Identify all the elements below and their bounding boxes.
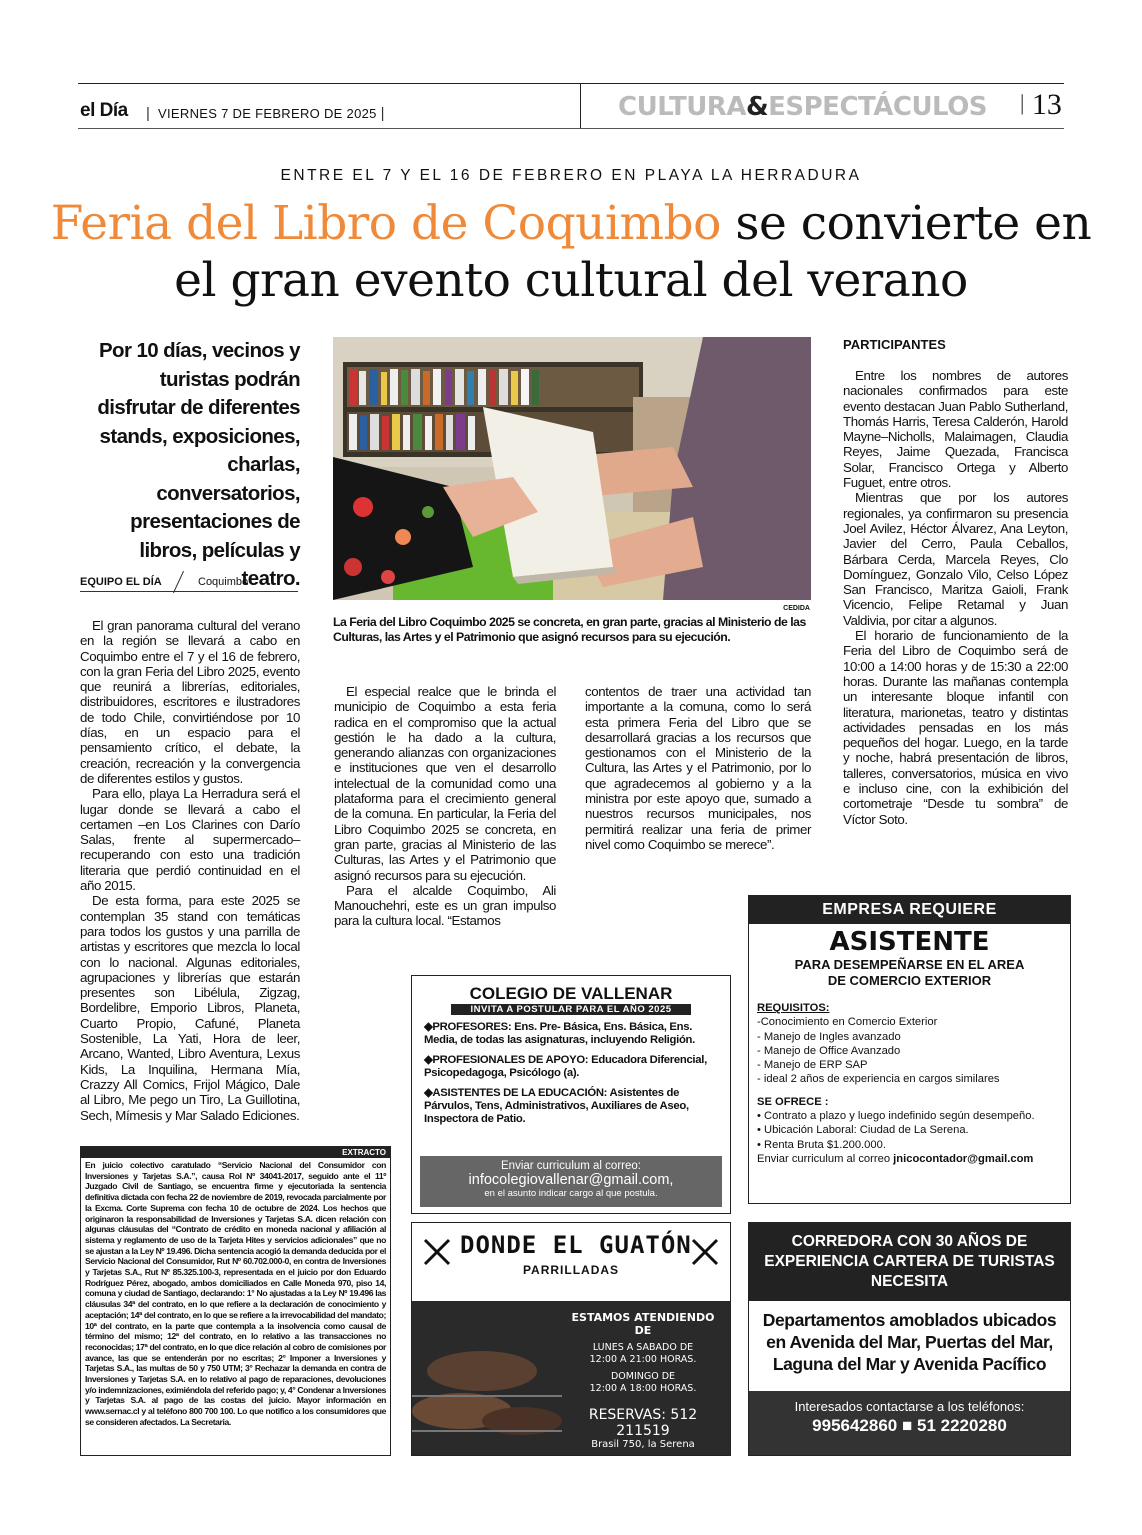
page-number: | 13 — [1020, 88, 1062, 121]
article-column-2 — [334, 684, 556, 929]
byline: EQUIPO EL DÍA Coquimbo — [80, 576, 298, 592]
real-estate-contact: Interesados contactarse a los teléfonos: 995642860 ■ 51 2220280 — [749, 1391, 1070, 1455]
headline-highlight: Feria del Libro de Coquimbo — [50, 196, 721, 251]
restaurant-ad — [411, 1222, 731, 1456]
newspaper-brand: el Día — [80, 100, 128, 121]
headline-rest: se convierte en el gran evento cultural del verano — [174, 196, 1092, 308]
restaurant-name: DONDE EL GUATÓN — [460, 1231, 692, 1259]
reservations-phone: RESERVAS: 512 211519 — [588, 1407, 698, 1439]
article-headline — [40, 195, 1102, 309]
list-item: ◆PROFESIONALES DE APOYO: Educadora Diferencial, Psicopedagoga, Psicólogo (a). — [424, 1054, 707, 1079]
paragraph: De esta forma, para este 2025 se contemplan 35 stand con temáticas para todos los gustos y una parrilla de artistas y escritores que mezcla lo local con lo nacional. Algunas editoriales, agrupaciones y librerías que estarán presentes son Libélula, Zigzag, Bordelibre, Emporio Libros, Planeta, Cuarto Propio, Cafuné, Planeta Sostenible, La Yati, Hora de leer, Arcano, Wanted, Libro Aventura, Lexus Kids, La Inquilina, Hermana Mía, Crazzy All Comics, Frijol Mágico, Dale al Libro, Me pego un Tiro, La Guillotina, Sech, Mímesis y Mar Salado Ediciones. — [80, 893, 300, 1123]
job-email: jnicocontador@gmail.com — [893, 1152, 1034, 1165]
list-item: • Contrato a plazo y luego indefinido según desempeño. — [757, 1110, 1035, 1123]
article-column-3 — [585, 684, 811, 852]
article-photo — [333, 337, 811, 600]
header-divider — [580, 83, 581, 128]
restaurant-address: Brasil 750, la Serena — [591, 1439, 695, 1450]
article-column-1 — [80, 618, 300, 1123]
list-item: ◆PROFESORES: Ens. Pre- Básica, Ens. Básica, Ens. Media, de todas las asignaturas, incluyendo Religión. — [424, 1021, 695, 1046]
paragraph: contentos de traer una actividad tan importante a la comuna, como lo será esta primera Feria del Libro que se desarrollará gracias a los recursos que gestionamos con el Ministerio de la Cultura, las Artes y el Patrimonio, por lo que agradecemos al gobierno y a la ministra por este apoyo que, sumado a nuestros recursos municipales, nos permitirá realizar una feria de primer nivel como Coquimbo se merece”. — [585, 684, 811, 852]
list-item: -Conocimiento en Comercio Exterior — [757, 1016, 938, 1029]
restaurant-subtitle: PARRILLADAS — [522, 1263, 620, 1277]
legal-notice — [80, 1146, 391, 1456]
issue-date: | VIERNES 7 DE FEBRERO DE 2025 | — [146, 105, 385, 122]
participants-heading: PARTICIPANTES — [843, 337, 946, 352]
paragraph: Entre los nombres de autores nacionales confirmados para este evento destacan Juan Pablo Sutherland, Thomás Harris, Teresa Calderón, Harold Mayne–Nicholls, Malaimagen, Claudia Reyes, Jaime Quezada, Francisca Solar, Francisco Ortega y Alberto Fuguet, entre otros. — [843, 368, 1068, 491]
colegio-title: COLEGIO DE VALLENAR — [469, 984, 673, 1003]
legal-notice-text: En juicio colectivo caratulado “Servicio Nacional del Consumidor con Inversiones y Tarjetas S.A.”, causa Rol Nº 34041-2017, seguido ante el 11º Juzgado Civil de Santiago, se encuentra firme y ejecutoriada la sentencia definitiva dictada con fecha 22 de noviembre de 2019, revocada parcialmente por la Excma. Corte Suprema con fecha 10 de octubre de 2024. Los hechos que originaron la responsabilidad de Inversiones y Tarjetas S.A. dicen relación con algunas cláusulas del “Contrato de crédito en moneda nacional y afiliación al sistema y reglamento de uso de la Tarjeta Hites y servicios adicionales” que no se ajustan a la Ley Nº 19.496. Dicha sentencia acogió la demanda deducida por el Servicio Nacional del Consumidor, Rut Nº 60.702.000-0, en contra de Inversiones y Tarjetas S.A., Rut Nº 85.325.100-3, representada en el juicio por don Eduardo Rodríguez Pérez, abogado, ambos domiciliados en Calle Moneda 970, piso 14, comuna y ciudad de Santiago, declarando: 1° No ajustadas a la Ley Nº 19.496 las cláusulas 34ª del contrato, en lo que refiere a la declaración de conocimiento y aceptación; 14ª del contrato, en lo que se refiere a la irrevocabilidad del mandato; 10ª del contrato, en la parte que contempla a la insolvencia como causal de término del mismo; 12ª del contrato, en lo relativo a las transacciones no reconocidas; 17ª del contrato, en lo que dice relación al cobro de comisiones por avance, las que se entenderán por no escritas; 2° Imponer a Inversiones y Tarjetas S.A., las multas de 50 y 750 UTM; 3° Rechazar la demanda en contra de Inversiones y Tarjetas S.A. en lo relativo al pago de reparaciones, devoluciones y/o indemnizaciones, eximiéndola del referido pago; y, 4° Condenar a Inversiones y Tarjetas S.A. al pago de las costas del juicio. Mayor información en www.sernac.cl y al teléfono 800 700 100. Lo que notifico a los consumidores que se consideren afectados. La Secretaria. — [85, 1160, 386, 1427]
article-column-4 — [843, 368, 1068, 827]
article-kicker: ENTRE EL 7 Y EL 16 DE FEBRERO EN PLAYA LA HERRADURA — [280, 167, 862, 184]
photo-caption: La Feria del Libro Coquimbo 2025 se concreta, en gran parte, gracias al Ministerio de las Culturas, las Artes y el Patrimonio que asignó recursos para su ejecución. — [333, 615, 806, 644]
colegio-ad — [411, 975, 731, 1214]
job-title: ASISTENTE — [829, 927, 990, 957]
list-item: - Manejo de Office Avanzado — [757, 1044, 901, 1057]
list-item: - Manejo de Ingles avanzado — [757, 1030, 901, 1043]
colegio-contact: Enviar curriculum al correo: infocolegiovallenar@gmail.com, en el asunto indicar cargo al que postula. — [420, 1156, 722, 1207]
location: Coquimbo — [198, 576, 249, 588]
list-item: ◆ASISTENTES DE LA EDUCACIÓN: Asistentes de Párvulos, Tens, Administrativos, Auxiliares de Aseo, Inspectora de Patio. — [424, 1087, 689, 1125]
list-item: • Renta Bruta $1.200.000. — [757, 1138, 886, 1151]
phone-number: 51 2220280 — [917, 1416, 1007, 1435]
job-ad-header: EMPRESA REQUIERE — [749, 896, 1070, 924]
job-ad — [748, 895, 1071, 1204]
paragraph: Para ello, playa La Herradura será el lugar donde se llevará a cabo el certamen –en Los Clarines con Darío Salas, frente al supermercado– recuperando con esto una tradición literaria que perdió continuidad en el año 2015. — [80, 786, 300, 894]
list-item: - ideal 2 años de experiencia en cargos similares — [757, 1073, 1000, 1086]
legal-notice-label: EXTRACTO — [81, 1147, 390, 1158]
section-title: CULTURA&ESPECTÁCULOS — [618, 92, 988, 122]
phone-number: 995642860 — [812, 1416, 898, 1435]
paragraph: El horario de funcionamiento de la Feria del Libro de Coquimbo será de 10:00 a 14:00 horas y de 15:30 a 22:00 horas. Durante las mañanas contempla un interesante bloque infantil con literatura, marionetas, teatro y distintas actividades pensadas en los más pequeños del hogar. Luego, en la tarde y noche, habrá presentación de libros, talleres, conversatorios, música en vivo e incluso cine, con la exhibición del cortometraje “Desde tu sombra” de Víctor Soto. — [843, 628, 1068, 827]
restaurant-info: ESTAMOS ATENDIENDO DE LUNES A SABADO DE 12:00 A 21:00 HORAS. DOMINGO DE 12:00 A 18:00 HORAS. RESERVAS: 512 211519 Brasil 750, la Serena — [562, 1311, 724, 1450]
list-item: • Ubicación Laboral: Ciudad de La Serena. — [757, 1124, 969, 1137]
real-estate-ad — [748, 1222, 1071, 1456]
paragraph: El gran panorama cultural del verano en la región se llevará a cabo en Coquimbo entre el 7 y el 16 de febrero, con la gran Feria del Libro 2025, evento que reunirá a librerías, editoriales, distribuidores, escritores e ilustradores de todo Chile, convirtiéndose por 10 días, en un espacio para el pensamiento crítico, el debate, la creación, recreación y la convergencia de diferentes estilos y gustos. — [80, 618, 300, 786]
colegio-email: infocolegiovallenar@gmail.com, — [468, 1172, 674, 1188]
list-item: - Manejo de ERP SAP — [757, 1059, 868, 1072]
job-subtitle: PARA DESEMPEÑARSE EN EL AREA DE COMERCIO EXTERIOR — [794, 957, 1025, 988]
header-top-rule — [78, 83, 1064, 84]
job-details: REQUISITOS: -Conocimiento en Comercio Exterior - Manejo de Ingles avanzado - Manejo de Office Avanzado - Manejo de ERP SAP - ideal 2 años de experiencia en cargos similares SE OFRECE : • Contrato a plazo y luego indefinido según desempeño. • Ubicación Laboral: Ciudad de La Serena. • Renta Bruta $1.200.000. Enviar curriculum al correo jnicocontador@gmail.com — [757, 1001, 1062, 1166]
article-lead: Por 10 días, vecinos y turistas podrán disfrutar de diferentes stands, exposiciones, charlas, conversatorios, presentaciones de libros, películas y teatro. — [97, 339, 300, 590]
colegio-positions — [424, 1021, 720, 1126]
real-estate-body: Departamentos amoblados ubicados en Avenida del Mar, Puertas del Mar, Laguna del Mar y Avenida Pacífico — [762, 1310, 1057, 1374]
paragraph: Mientras que por los autores regionales, ya confirmaron su presencia Joel Avilez, Héctor Álvarez, Ana Leyton, Javier del Cerro, Paula Ceballos, Bárbara Cerda, Marcela Reyes, Clo Domínguez, Gonzalo Vilo, Celso López San Francisco, Maritza Gaioli, Frank Vicencio, Felipe Retamal y Juan Valdivia, por citar a algunos. — [843, 490, 1068, 628]
colegio-subtitle: INVITA A POSTULAR PARA EL AÑO 2025 — [451, 1004, 691, 1015]
paragraph: Para el alcalde Coquimbo, Ali Manouchehri, este es un gran impulso para la cultura local. “Estamos — [334, 882, 556, 929]
paragraph: El especial realce que le brinda el municipio de Coquimbo a esta feria radica en el compromiso que la actual gestión le ha dado a la cultura, generando alianzas con organizaciones e instituciones que ven el desarrollo intelectual de la comunidad como una plataforma para el crecimiento general de la comuna. En particular, la Feria del Libro Coquimbo 2025 se concreta, en gran parte, gracias al Ministerio de las Culturas, las Artes y el Patrimonio que asignó recursos para su ejecución. — [334, 684, 556, 883]
real-estate-header: CORREDORA CON 30 AÑOS DE EXPERIENCIA CARTERA DE TURISTAS NECESITA — [749, 1223, 1070, 1301]
header-bottom-rule — [78, 128, 1064, 129]
photo-credit: CEDIDA — [783, 605, 810, 612]
